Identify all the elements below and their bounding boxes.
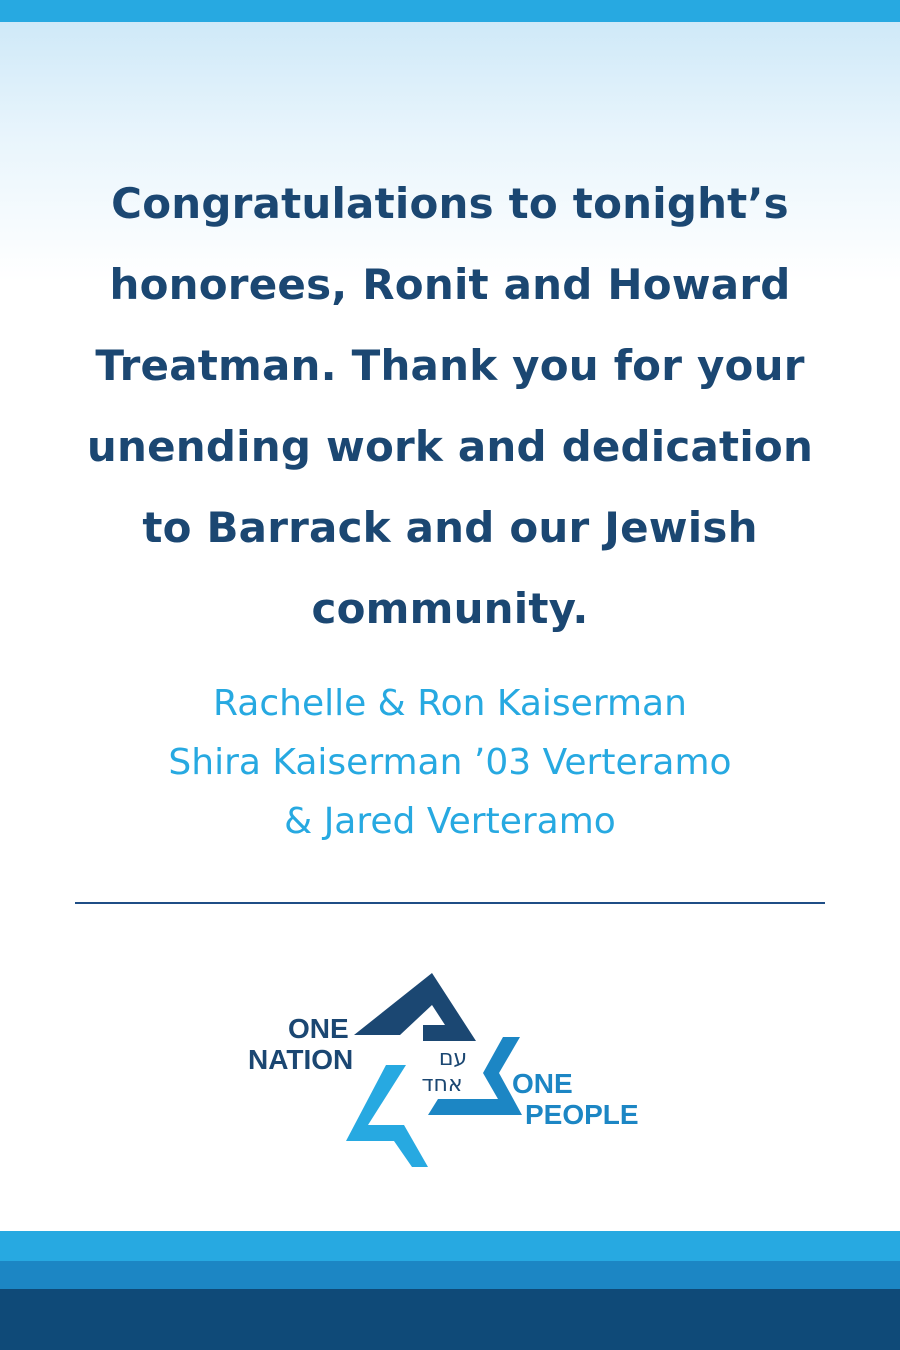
star-left-chevron-shape bbox=[346, 1065, 428, 1167]
bottom-band-mid bbox=[0, 1261, 900, 1289]
logo-text-one: ONE bbox=[288, 1013, 349, 1044]
logo-text-one-second: ONE bbox=[512, 1068, 573, 1099]
signer-line: Rachelle & Ron Kaiserman bbox=[213, 683, 687, 724]
congratulations-message bbox=[60, 163, 840, 649]
one-nation-one-people-logo bbox=[240, 965, 660, 1175]
star-top-chevron-shape bbox=[354, 973, 476, 1041]
bottom-band-dark bbox=[0, 1289, 900, 1350]
message-line: community. bbox=[311, 584, 589, 633]
signers-block bbox=[60, 674, 840, 851]
bottom-band-light bbox=[0, 1231, 900, 1261]
logo-hebrew-echad: אחד bbox=[421, 1072, 463, 1097]
signer-line: Shira Kaiserman ’03 Verteramo bbox=[168, 742, 732, 783]
logo-hebrew-am: עם bbox=[438, 1046, 468, 1071]
message-line: honorees, Ronit and Howard bbox=[109, 260, 791, 309]
signer-line: & Jared Verteramo bbox=[284, 801, 616, 842]
message-line: Congratulations to tonight’s bbox=[111, 179, 789, 228]
logo-text-nation: NATION bbox=[248, 1044, 354, 1075]
divider-line bbox=[75, 902, 825, 904]
message-line: to Barrack and our Jewish bbox=[142, 503, 758, 552]
message-line: Treatman. Thank you for your bbox=[95, 341, 805, 390]
logo-text-people: PEOPLE bbox=[525, 1099, 639, 1130]
message-line: unending work and dedication bbox=[86, 422, 814, 471]
top-color-band bbox=[0, 0, 900, 22]
